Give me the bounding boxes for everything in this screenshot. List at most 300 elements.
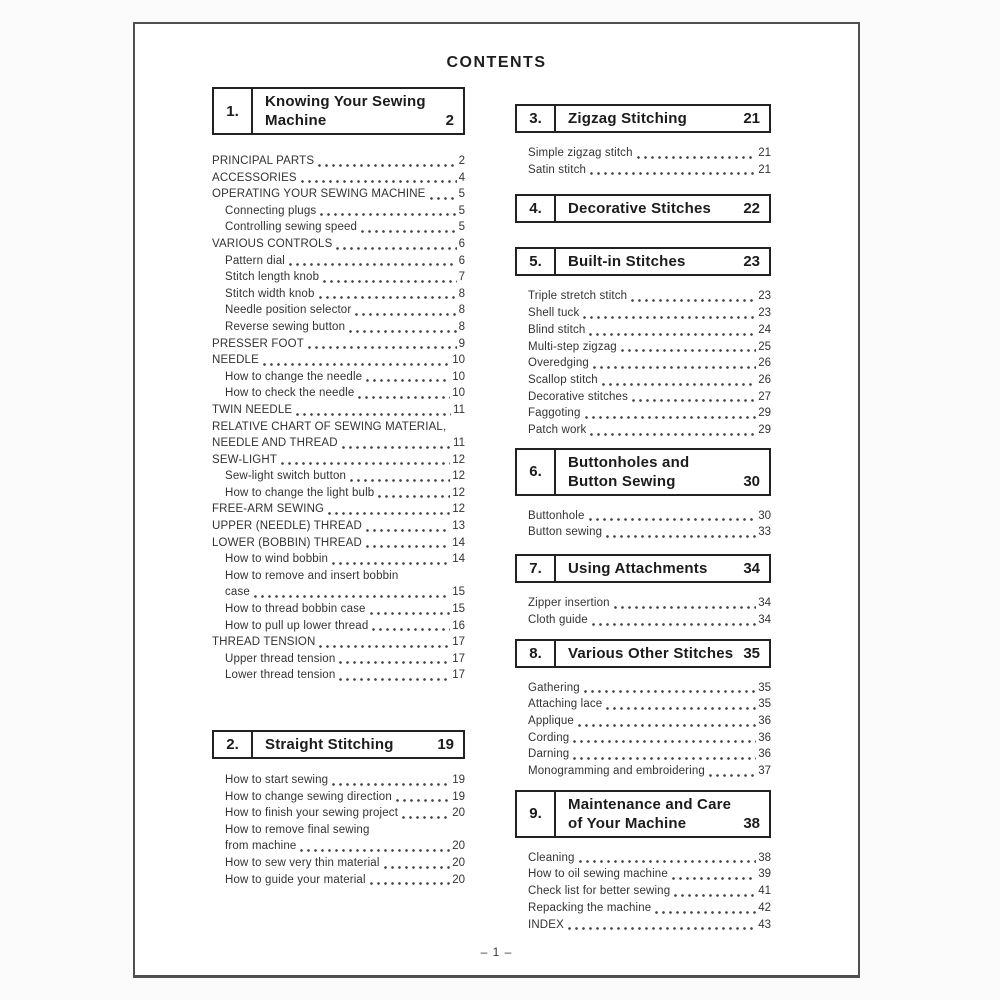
entry-label: Needle position selector bbox=[225, 304, 352, 317]
toc-entry bbox=[212, 302, 465, 319]
dot-leader bbox=[674, 894, 756, 897]
dot-leader bbox=[300, 849, 450, 852]
entry-label: Buttonhole bbox=[528, 509, 585, 522]
entry-label: Simple zigzag stitch bbox=[528, 147, 633, 159]
entry-label: Darning bbox=[528, 748, 570, 761]
entry-label: NEEDLE AND THREAD bbox=[212, 437, 338, 450]
entry-label: PRESSER FOOT bbox=[212, 337, 304, 350]
toc-entry bbox=[212, 789, 465, 806]
section-number: 1. bbox=[214, 89, 253, 133]
dot-leader bbox=[583, 316, 756, 319]
dot-leader bbox=[254, 595, 450, 598]
entry-label: Stitch length knob bbox=[225, 271, 320, 284]
entry-label: How to finish your sewing project bbox=[225, 807, 399, 820]
entry-page-number: 4 bbox=[458, 171, 465, 184]
dot-leader bbox=[339, 661, 450, 664]
toc-entry bbox=[515, 162, 771, 179]
toc-entry bbox=[515, 866, 771, 883]
section-5 bbox=[515, 247, 771, 438]
entry-list bbox=[212, 153, 465, 684]
entry-label: How to pull up lower thread bbox=[225, 619, 369, 632]
entry-page-number: 19 bbox=[452, 774, 465, 786]
entry-label: Controlling sewing speed bbox=[225, 221, 358, 234]
toc-entry bbox=[212, 153, 465, 170]
entry-page-number: 41 bbox=[758, 885, 771, 898]
dot-leader bbox=[332, 562, 450, 565]
toc-entry bbox=[212, 336, 465, 353]
section-header-body bbox=[556, 641, 769, 666]
toc-entry bbox=[212, 435, 465, 452]
entry-label: Overedging bbox=[528, 357, 589, 370]
entry-label: How to remove final sewing bbox=[225, 823, 370, 836]
section-header-body bbox=[556, 196, 769, 221]
toc-entry bbox=[515, 917, 771, 934]
toc-entry bbox=[212, 219, 465, 236]
entry-page-number: 8 bbox=[458, 320, 465, 333]
dot-leader bbox=[590, 433, 756, 436]
section-2 bbox=[212, 730, 465, 888]
entry-label: PRINCIPAL PARTS bbox=[212, 155, 315, 167]
entry-page-number: 35 bbox=[758, 698, 771, 711]
entry-label: How to change the light bulb bbox=[225, 486, 375, 499]
section-header-body bbox=[556, 106, 769, 131]
toc-entry bbox=[212, 501, 465, 518]
toc-entry bbox=[515, 883, 771, 900]
entry-label: from machine bbox=[225, 840, 297, 853]
entry-label: Pattern dial bbox=[225, 254, 285, 267]
section-page-number: 34 bbox=[743, 560, 760, 578]
dot-leader bbox=[319, 296, 457, 299]
section-number: 9. bbox=[517, 792, 556, 836]
toc-entry bbox=[212, 452, 465, 469]
entry-page-number: 12 bbox=[452, 453, 465, 466]
toc-entry bbox=[515, 422, 771, 439]
entry-page-number: 30 bbox=[758, 509, 771, 522]
entry-page-number: 6 bbox=[458, 237, 465, 250]
entry-label: How to guide your material bbox=[225, 873, 366, 886]
entry-page-number: 24 bbox=[758, 323, 771, 336]
toc-entry bbox=[515, 145, 771, 162]
entry-label: UPPER (NEEDLE) THREAD bbox=[212, 520, 362, 533]
entry-list bbox=[515, 145, 771, 178]
entry-page-number: 38 bbox=[758, 851, 771, 864]
dot-leader bbox=[378, 495, 450, 498]
section-number: 4. bbox=[517, 196, 556, 221]
entry-page-number: 27 bbox=[758, 390, 771, 403]
section-header-body bbox=[556, 556, 769, 581]
dot-leader bbox=[402, 816, 450, 819]
entry-page-number: 42 bbox=[758, 901, 771, 914]
toc-entry bbox=[515, 288, 771, 305]
entry-page-number: 36 bbox=[758, 714, 771, 727]
dot-leader bbox=[342, 446, 451, 449]
entry-page-number: 35 bbox=[758, 681, 771, 694]
entry-label: How to start sewing bbox=[225, 774, 329, 786]
dot-leader bbox=[358, 396, 450, 399]
dot-leader bbox=[289, 263, 457, 266]
section-header-box bbox=[212, 87, 465, 135]
section-number: 3. bbox=[517, 106, 556, 131]
entry-page-number: 11 bbox=[453, 403, 465, 416]
toc-entry bbox=[212, 286, 465, 303]
toc-entry bbox=[212, 651, 465, 668]
entry-label: How to sew very thin material bbox=[225, 856, 380, 869]
toc-entry bbox=[515, 680, 771, 697]
section-page-number: 22 bbox=[743, 200, 760, 218]
section-6 bbox=[515, 448, 771, 541]
toc-entry bbox=[515, 524, 771, 541]
entry-label: How to thread bobbin case bbox=[225, 603, 366, 616]
entry-label: Cloth guide bbox=[528, 613, 588, 626]
dot-leader bbox=[263, 363, 450, 366]
toc-entry bbox=[515, 405, 771, 422]
toc-entry bbox=[212, 485, 465, 502]
section-header-body bbox=[253, 732, 463, 757]
toc-entry bbox=[212, 872, 465, 889]
entry-page-number: 34 bbox=[758, 597, 771, 610]
entry-page-number: 10 bbox=[452, 354, 465, 367]
entry-page-number: 26 bbox=[758, 373, 771, 386]
entry-label: Reverse sewing button bbox=[225, 320, 346, 333]
toc-entry bbox=[515, 612, 771, 629]
entry-page-number: 20 bbox=[452, 856, 465, 869]
entry-page-number: 17 bbox=[452, 669, 465, 682]
dot-leader bbox=[323, 280, 456, 283]
dot-leader bbox=[366, 545, 450, 548]
section-title: Various Other Stitches bbox=[568, 644, 734, 662]
toc-entry bbox=[212, 419, 465, 436]
section-number: 6. bbox=[517, 450, 556, 494]
entry-page-number: 20 bbox=[452, 840, 465, 853]
entry-label: case bbox=[225, 586, 250, 599]
dot-leader bbox=[320, 213, 456, 216]
section-header-body bbox=[253, 89, 463, 133]
entry-page-number: 23 bbox=[758, 290, 771, 303]
toc-entry bbox=[212, 601, 465, 618]
entry-page-number: 25 bbox=[758, 340, 771, 353]
entry-page-number: 12 bbox=[452, 503, 465, 516]
dot-leader bbox=[585, 416, 757, 419]
section-page-number: 2 bbox=[445, 112, 454, 129]
entry-page-number: 20 bbox=[452, 873, 465, 886]
entry-page-number: 5 bbox=[458, 188, 465, 201]
entry-label: Blind stitch bbox=[528, 323, 586, 336]
entry-page-number: 14 bbox=[452, 536, 465, 549]
toc-entry bbox=[212, 805, 465, 822]
toc-entry bbox=[212, 170, 465, 187]
toc-entry bbox=[515, 389, 771, 406]
entry-label: Button sewing bbox=[528, 526, 603, 539]
dot-leader bbox=[593, 366, 756, 369]
entry-page-number: 5 bbox=[458, 221, 465, 234]
toc-entry bbox=[515, 305, 771, 322]
entry-page-number: 29 bbox=[758, 407, 771, 420]
entry-label: SEW-LIGHT bbox=[212, 453, 278, 466]
entry-page-number: 37 bbox=[758, 765, 771, 778]
entry-page-number: 8 bbox=[458, 287, 465, 300]
entry-page-number: 2 bbox=[458, 155, 465, 167]
entry-list bbox=[515, 288, 771, 438]
entry-label: INDEX bbox=[528, 918, 564, 931]
toc-entry bbox=[515, 696, 771, 713]
entry-page-number: 43 bbox=[758, 918, 771, 931]
entry-page-number: 10 bbox=[452, 387, 465, 400]
entry-page-number: 17 bbox=[452, 652, 465, 665]
toc-entry bbox=[515, 355, 771, 372]
dot-leader bbox=[396, 799, 450, 802]
dot-leader bbox=[584, 690, 756, 693]
section-header-body bbox=[556, 450, 769, 494]
section-header-box bbox=[515, 104, 771, 133]
section-number: 2. bbox=[214, 732, 253, 757]
dot-leader bbox=[372, 628, 450, 631]
dot-leader bbox=[632, 399, 756, 402]
entry-label: Zipper insertion bbox=[528, 597, 610, 610]
dot-leader bbox=[579, 860, 757, 863]
toc-entry bbox=[212, 236, 465, 253]
entry-label: Monogramming and embroidering bbox=[528, 765, 705, 778]
toc-entry bbox=[515, 339, 771, 356]
toc-entry bbox=[212, 269, 465, 286]
dot-leader bbox=[384, 866, 451, 869]
section-title: Knowing Your Sewing Machine bbox=[265, 93, 426, 129]
entry-label: Upper thread tension bbox=[225, 652, 336, 665]
entry-label: Lower thread tension bbox=[225, 669, 336, 682]
entry-page-number: 16 bbox=[452, 619, 465, 632]
section-page-number: 19 bbox=[437, 736, 454, 753]
entry-label: Sew-light switch button bbox=[225, 470, 347, 483]
entry-label: Repacking the machine bbox=[528, 901, 652, 914]
entry-label: FREE-ARM SEWING bbox=[212, 503, 325, 516]
entry-page-number: 21 bbox=[758, 147, 771, 159]
entry-label: How to oil sewing machine bbox=[528, 868, 668, 881]
section-title: Using Attachments bbox=[568, 560, 708, 578]
entry-label: Faggoting bbox=[528, 407, 581, 420]
dot-leader bbox=[308, 346, 457, 349]
toc-entry bbox=[515, 508, 771, 525]
section-page-number: 35 bbox=[743, 644, 760, 662]
dot-leader bbox=[350, 479, 450, 482]
section-page-number: 21 bbox=[743, 110, 760, 127]
entry-list bbox=[515, 680, 771, 780]
section-title: Built-in Stitches bbox=[568, 253, 686, 271]
contents-title: CONTENTS bbox=[446, 54, 547, 71]
entry-page-number: 36 bbox=[758, 731, 771, 744]
dot-leader bbox=[573, 740, 756, 743]
section-header-box bbox=[515, 790, 771, 838]
dot-leader bbox=[602, 383, 756, 386]
section-8 bbox=[515, 639, 771, 780]
dot-leader bbox=[318, 164, 456, 167]
dot-leader bbox=[568, 927, 756, 930]
entry-label: LOWER (BOBBIN) THREAD bbox=[212, 536, 362, 549]
entry-label: RELATIVE CHART OF SEWING MATERIAL, bbox=[212, 420, 447, 433]
entry-label: How to change sewing direction bbox=[225, 790, 392, 803]
toc-entry bbox=[212, 518, 465, 535]
toc-entry bbox=[212, 584, 465, 601]
toc-entry bbox=[212, 634, 465, 651]
entry-label: Shell tuck bbox=[528, 307, 580, 320]
entry-page-number: 21 bbox=[758, 163, 771, 176]
toc-entry bbox=[515, 730, 771, 747]
toc-entry bbox=[212, 772, 465, 789]
section-header-box bbox=[515, 554, 771, 583]
section-header-box bbox=[515, 448, 771, 496]
entry-label: Patch work bbox=[528, 424, 587, 437]
section-header-box bbox=[212, 730, 465, 759]
entry-page-number: 20 bbox=[452, 807, 465, 820]
section-number: 7. bbox=[517, 556, 556, 581]
dot-leader bbox=[328, 512, 450, 515]
section-page-number: 30 bbox=[743, 472, 760, 490]
toc-entry bbox=[212, 822, 465, 839]
dot-leader bbox=[672, 877, 756, 880]
entry-label: Cording bbox=[528, 731, 570, 744]
entry-label: Applique bbox=[528, 714, 574, 727]
toc-entry bbox=[212, 352, 465, 369]
toc-entry bbox=[212, 618, 465, 635]
section-page-number: 23 bbox=[743, 253, 760, 271]
toc-entry bbox=[212, 319, 465, 336]
entry-page-number: 11 bbox=[453, 437, 465, 450]
entry-label: Triple stretch stitch bbox=[528, 290, 628, 303]
entry-label: Stitch width knob bbox=[225, 287, 315, 300]
dot-leader bbox=[606, 535, 756, 538]
entry-label: Check list for better sewing bbox=[528, 885, 671, 898]
entry-label: ACCESSORIES bbox=[212, 171, 297, 184]
dot-leader bbox=[319, 645, 450, 648]
toc-entry bbox=[212, 855, 465, 872]
section-1 bbox=[212, 87, 465, 684]
dot-leader bbox=[573, 757, 756, 760]
toc-entry bbox=[515, 372, 771, 389]
entry-page-number: 10 bbox=[452, 370, 465, 383]
dot-leader bbox=[709, 774, 756, 777]
toc-entry bbox=[212, 551, 465, 568]
entry-label: How to wind bobbin bbox=[225, 553, 329, 566]
dot-leader bbox=[361, 230, 457, 233]
entry-label: THREAD TENSION bbox=[212, 636, 316, 649]
entry-page-number: 33 bbox=[758, 526, 771, 539]
dot-leader bbox=[430, 197, 457, 200]
dot-leader bbox=[281, 462, 450, 465]
toc-entry bbox=[212, 838, 465, 855]
entry-page-number: 29 bbox=[758, 424, 771, 437]
entry-list bbox=[515, 595, 771, 628]
toc-entry bbox=[515, 746, 771, 763]
entry-page-number: 12 bbox=[452, 470, 465, 483]
entry-label: Cleaning bbox=[528, 851, 575, 864]
entry-page-number: 39 bbox=[758, 868, 771, 881]
toc-entry bbox=[212, 253, 465, 270]
dot-leader bbox=[296, 413, 451, 416]
toc-entry bbox=[515, 850, 771, 867]
dot-leader bbox=[349, 330, 456, 333]
section-title: Straight Stitching bbox=[265, 736, 394, 753]
toc-entry bbox=[212, 203, 465, 220]
toc-entry bbox=[515, 713, 771, 730]
entry-page-number: 14 bbox=[452, 553, 465, 566]
entry-label: How to remove and insert bobbin bbox=[225, 569, 399, 582]
section-header-box bbox=[515, 639, 771, 668]
toc-entry bbox=[212, 369, 465, 386]
dot-leader bbox=[590, 172, 756, 175]
entry-label: Attaching lace bbox=[528, 698, 603, 711]
entry-page-number: 8 bbox=[458, 304, 465, 317]
dot-leader bbox=[631, 299, 756, 302]
dot-leader bbox=[592, 623, 756, 626]
section-number: 5. bbox=[517, 249, 556, 274]
entry-list bbox=[515, 850, 771, 934]
manual-page bbox=[133, 22, 860, 978]
entry-label: Satin stitch bbox=[528, 163, 587, 176]
entry-list bbox=[515, 508, 771, 541]
toc-entry bbox=[515, 763, 771, 780]
toc-entry bbox=[212, 568, 465, 585]
dot-leader bbox=[336, 247, 456, 250]
entry-page-number: 13 bbox=[452, 520, 465, 533]
dot-leader bbox=[589, 518, 757, 521]
section-title: Maintenance and Care of Your Machine bbox=[568, 795, 732, 832]
entry-page-number: 19 bbox=[452, 790, 465, 803]
dot-leader bbox=[370, 882, 451, 885]
entry-label: Multi-step zigzag bbox=[528, 340, 617, 353]
entry-list bbox=[212, 772, 465, 888]
entry-page-number: 17 bbox=[452, 636, 465, 649]
dot-leader bbox=[655, 911, 756, 914]
dot-leader bbox=[366, 529, 450, 532]
entry-page-number: 15 bbox=[452, 603, 465, 616]
entry-page-number: 9 bbox=[458, 337, 465, 350]
section-3 bbox=[515, 104, 771, 178]
dot-leader bbox=[614, 606, 757, 609]
page-number-footer: – 1 – bbox=[480, 945, 513, 959]
dot-leader bbox=[355, 313, 456, 316]
entry-page-number: 5 bbox=[458, 204, 465, 217]
dot-leader bbox=[301, 180, 457, 183]
toc-entry bbox=[212, 186, 465, 203]
dot-leader bbox=[366, 379, 450, 382]
entry-label: Scallop stitch bbox=[528, 373, 598, 386]
toc-entry bbox=[515, 595, 771, 612]
section-7 bbox=[515, 554, 771, 628]
entry-label: How to check the needle bbox=[225, 387, 355, 400]
entry-label: VARIOUS CONTROLS bbox=[212, 237, 333, 250]
toc-entry bbox=[515, 900, 771, 917]
section-title: Buttonholes and Button Sewing bbox=[568, 453, 690, 490]
entry-label: OPERATING YOUR SEWING MACHINE bbox=[212, 188, 426, 201]
section-9 bbox=[515, 790, 771, 934]
entry-page-number: 23 bbox=[758, 307, 771, 320]
toc-entry bbox=[515, 322, 771, 339]
dot-leader bbox=[637, 156, 757, 159]
section-header-box bbox=[515, 194, 771, 223]
section-header-box bbox=[515, 247, 771, 276]
section-page-number: 38 bbox=[743, 814, 760, 832]
section-header-body bbox=[556, 792, 769, 836]
section-4 bbox=[515, 194, 771, 223]
toc-entry bbox=[212, 535, 465, 552]
entry-label: Gathering bbox=[528, 681, 580, 694]
entry-page-number: 34 bbox=[758, 613, 771, 626]
section-title: Decorative Stitches bbox=[568, 200, 712, 218]
section-title: Zigzag Stitching bbox=[568, 110, 688, 127]
entry-label: NEEDLE bbox=[212, 354, 259, 367]
toc-entry bbox=[212, 667, 465, 684]
section-number: 8. bbox=[517, 641, 556, 666]
entry-label: Connecting plugs bbox=[225, 204, 317, 217]
dot-leader bbox=[606, 707, 756, 710]
